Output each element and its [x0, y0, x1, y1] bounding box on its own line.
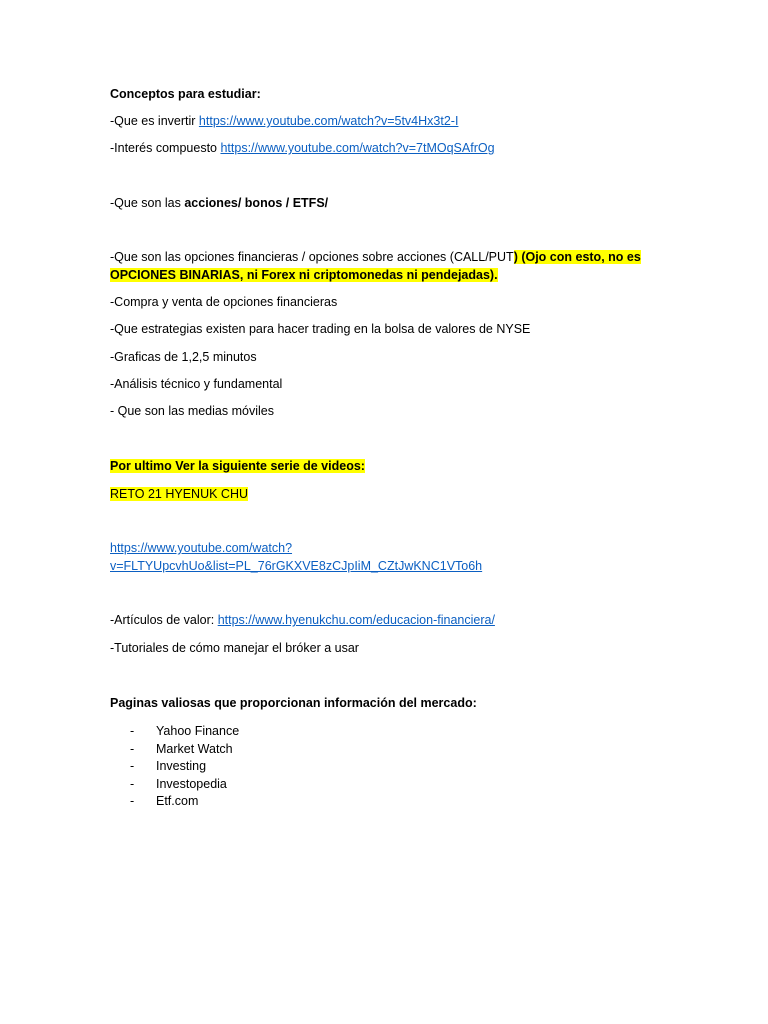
list-dash: - [130, 724, 135, 738]
list-dash: - [130, 741, 135, 756]
list-item-label: Market Watch [156, 741, 233, 756]
list-item-label: Investopedia [156, 776, 227, 791]
youtube-link-invertir[interactable]: https://www.youtube.com/watch?v=5tv4Hx3t2-I [198, 114, 459, 128]
acciones-bold: acciones/ bonos / ETFS/ [184, 196, 329, 210]
reto-title: RETO 21 HYENUK CHU [110, 487, 248, 501]
playlist-link-line-2 [110, 558, 482, 575]
line-articulos [110, 612, 495, 629]
playlist-link-part2[interactable]: v=FLTYUpcvhUo&list=PL_76rGKXVE8zCJpIiM_CZtJwKNC1VTo6h [110, 559, 483, 573]
line-label: -Interés compuesto [110, 141, 221, 155]
list-item [130, 758, 239, 776]
final-heading: Por ultimo Ver la siguiente serie de videos: [110, 459, 365, 473]
list-dash: - [130, 776, 135, 791]
line-label: -Que son las [110, 196, 185, 210]
warning-highlight-1: ) (Ojo con esto, no es [513, 250, 641, 264]
list-item [130, 723, 239, 741]
final-heading-line [110, 458, 365, 475]
reto-line [110, 486, 248, 503]
pages-heading: Paginas valiosas que proporcionan información del mercado: [110, 696, 477, 710]
line-analisis: -Análisis técnico y fundamental [110, 377, 283, 391]
line-acciones [110, 195, 328, 212]
line-invertir [110, 113, 458, 130]
playlist-link-part1[interactable]: https://www.youtube.com/watch? [110, 541, 293, 555]
list-item-label: Investing [156, 759, 207, 773]
list-dash: - [130, 794, 135, 808]
section-heading: Conceptos para estudiar: [110, 87, 261, 101]
list-dash: - [130, 759, 135, 773]
line-estrategias: -Que estrategias existen para hacer trading en la bolsa de valores de NYSE [110, 322, 531, 336]
youtube-link-interes[interactable]: https://www.youtube.com/watch?v=7tMOqSAfrOg [220, 141, 495, 155]
line-compra: -Compra y venta de opciones financieras [110, 295, 338, 309]
line-medias: - Que son las medias móviles [110, 404, 274, 418]
warning-highlight-2: OPCIONES BINARIAS, ni Forex ni criptomonedas ni pendejadas). [110, 268, 498, 282]
list-item-label: Etf.com [156, 794, 199, 808]
line-opciones-cont [110, 267, 498, 284]
line-tutoriales: -Tutoriales de cómo manejar el bróker a usar [110, 641, 359, 655]
list-item-label: Yahoo Finance [156, 724, 240, 738]
list-item [130, 793, 239, 811]
playlist-link-line-1 [110, 540, 292, 557]
line-interes [110, 140, 495, 157]
line-label: -Que es invertir [110, 114, 199, 128]
line-graficas: -Graficas de 1,2,5 minutos [110, 350, 257, 364]
list-item [130, 776, 239, 794]
list-item [130, 741, 239, 759]
market-pages-list [130, 723, 239, 811]
line-label: -Artículos de valor: [110, 613, 218, 627]
articles-link[interactable]: https://www.hyenukchu.com/educacion-financiera/ [217, 613, 495, 627]
line-opciones [110, 249, 641, 266]
line-label: -Que son las opciones financieras / opciones sobre acciones (CALL/PUT [110, 250, 514, 264]
